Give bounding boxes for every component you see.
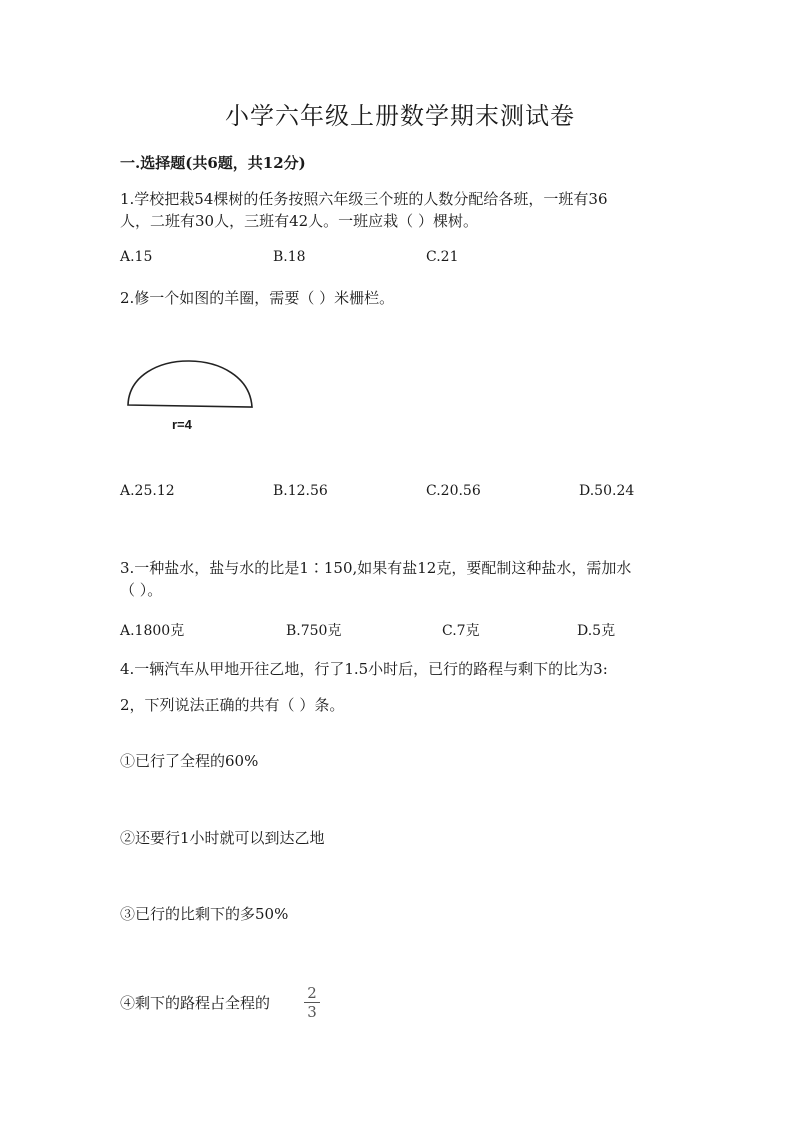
page-title: 小学六年级上册数学期末测试卷: [225, 102, 575, 130]
q3-option-a: A.1800克: [120, 623, 185, 639]
question-2-text: 2.修一个如图的羊圈，需要（ ）米栅栏。: [120, 289, 395, 307]
question-4-line-2: 2，下列说法正确的共有（ ）条。: [120, 696, 345, 714]
fraction-two-thirds: [304, 985, 320, 1020]
q3-option-d: D.5克: [577, 623, 616, 639]
q1-option-a: A.15: [120, 249, 153, 265]
semicircle-shape: [128, 361, 252, 407]
statement-1: ①已行了全程的60%: [120, 752, 259, 770]
fraction-denominator: 3: [307, 1003, 317, 1021]
statement-4: ④剩下的路程占全程的: [120, 994, 271, 1012]
statement-2: ②还要行1小时就可以到达乙地: [120, 829, 325, 847]
question-1-line-2: 人，二班有30人，三班有42人。一班应栽（ ）棵树。: [120, 212, 478, 230]
q3-option-c: C.7克: [442, 623, 480, 639]
question-4-line-1: 4.一辆汽车从甲地开往乙地，行了1.5小时后，已行的路程与剩下的比为3:: [120, 660, 608, 678]
q3-option-b: B.750克: [286, 623, 342, 639]
q2-option-b: B.12.56: [273, 483, 328, 499]
fraction-numerator: 2: [307, 984, 317, 1002]
q1-option-c: C.21: [426, 249, 459, 265]
question-1-line-1: 1.学校把栽54棵树的任务按照六年级三个班的人数分配给各班，一班有36: [120, 190, 608, 208]
question-3-line-1: 3.一种盐水，盐与水的比是1∶150,如果有盐12克，要配制这种盐水，需加水: [120, 559, 632, 577]
q2-option-d: D.50.24: [579, 483, 635, 499]
section-heading: 一.选择题(共6题，共12分): [120, 154, 306, 172]
radius-label: r=4: [172, 417, 192, 432]
q1-option-b: B.18: [273, 249, 306, 265]
q2-option-a: A.25.12: [120, 483, 175, 499]
question-3-line-2: （ ）。: [120, 581, 163, 599]
q2-option-c: C.20.56: [426, 483, 481, 499]
statement-3: ③已行的比剩下的多50%: [120, 905, 289, 923]
